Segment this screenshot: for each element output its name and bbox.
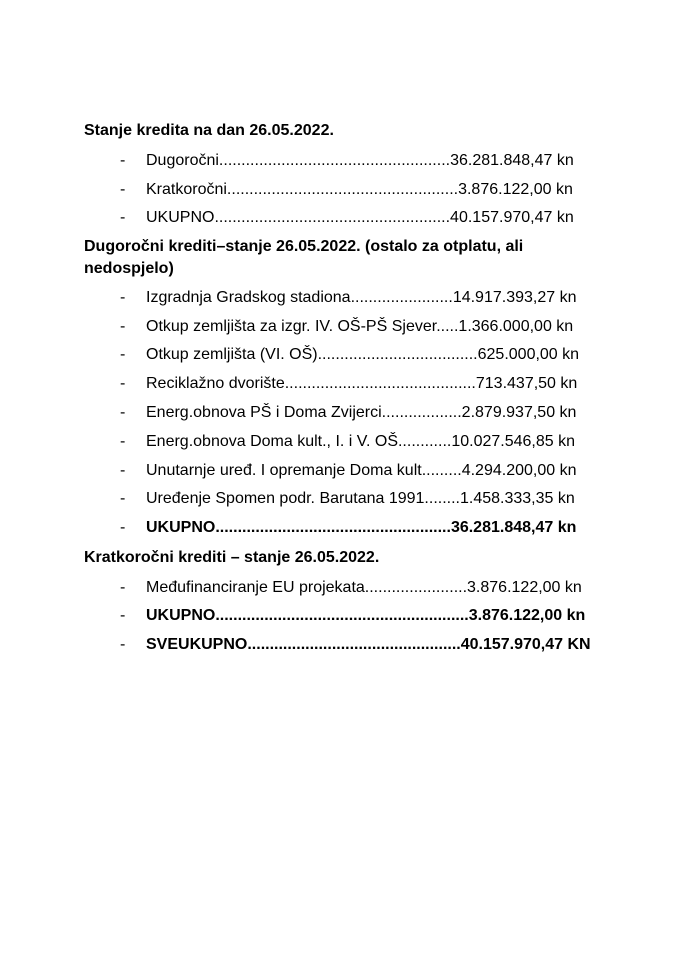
list-item-text: Otkup zemljišta za izgr. IV. OŠ-PŠ Sjever.....1.366.000,00 kn	[146, 318, 574, 335]
list-item-text: Dugoročni....................................................36.281.848,47 kn	[146, 152, 574, 169]
bullet-dash: -	[120, 375, 126, 392]
bullet-dash: -	[120, 636, 126, 653]
list-item-text: UKUPNO.....................................................36.281.848,47 kn	[146, 519, 577, 536]
list-item-text: Uređenje Spomen podr. Barutana 1991........1.458.333,35 kn	[146, 490, 575, 507]
list-item	[120, 459, 576, 483]
list-item	[120, 401, 576, 425]
bullet-dash: -	[120, 152, 126, 169]
bullet-dash: -	[120, 433, 126, 450]
list-item-ukupno	[120, 206, 574, 230]
list-item	[120, 315, 573, 339]
list-item-kratkorocni	[120, 178, 573, 202]
list-item-text: UKUPNO.........................................................3.876.122,00 kn	[146, 607, 586, 624]
bullet-dash: -	[120, 346, 126, 363]
list-item-text: Energ.obnova PŠ i Doma Zvijerci..................2.879.937,50 kn	[146, 404, 577, 421]
list-item	[120, 487, 575, 511]
section-heading-stanje-kredita: Stanje kredita na dan 26.05.2022.	[84, 122, 334, 139]
bullet-dash: -	[120, 519, 126, 536]
bullet-dash: -	[120, 490, 126, 507]
bullet-dash: -	[120, 318, 126, 335]
list-item-text: Kratkoročni....................................................3.876.122,00 kn	[146, 181, 573, 198]
list-item-text: Međufinanciranje EU projekata.......................3.876.122,00 kn	[146, 579, 582, 596]
list-item-text: SVEUKUPNO................................................40.157.970,47 KN	[146, 636, 591, 653]
list-item	[120, 286, 576, 310]
list-item-text: Unutarnje uređ. I opremanje Doma kult.........4.294.200,00 kn	[146, 462, 577, 479]
list-item-dugorocni	[120, 149, 574, 173]
list-item	[120, 576, 582, 600]
list-item-text: Izgradnja Gradskog stadiona.......................14.917.393,27 kn	[146, 289, 577, 306]
section-heading-dugorocni-krediti: Dugoročni krediti–stanje 26.05.2022. (ostalo za otplatu, ali nedospjelo)	[84, 238, 524, 277]
list-item-text: Reciklažno dvorište...........................................713.437,50 kn	[146, 375, 578, 392]
bullet-dash: -	[120, 404, 126, 421]
bullet-dash: -	[120, 209, 126, 226]
list-item	[120, 372, 577, 396]
bullet-dash: -	[120, 181, 126, 198]
list-item	[120, 430, 575, 454]
bullet-dash: -	[120, 289, 126, 306]
bullet-dash: -	[120, 579, 126, 596]
list-item-total	[120, 604, 585, 628]
list-item-total	[120, 516, 576, 540]
section-heading-kratkorocni-krediti: Kratkoročni krediti – stanje 26.05.2022.	[84, 549, 380, 566]
bullet-dash: -	[120, 462, 126, 479]
list-item	[120, 343, 579, 367]
bullet-dash: -	[120, 607, 126, 624]
list-item-grand-total	[120, 633, 591, 657]
list-item-text: Energ.obnova Doma kult., I. i V. OŠ............10.027.546,85 kn	[146, 433, 575, 450]
list-item-text: UKUPNO.....................................................40.157.970,47 kn	[146, 209, 574, 226]
list-item-text: Otkup zemljišta (VI. OŠ)....................................625.000,00 kn	[146, 346, 580, 363]
